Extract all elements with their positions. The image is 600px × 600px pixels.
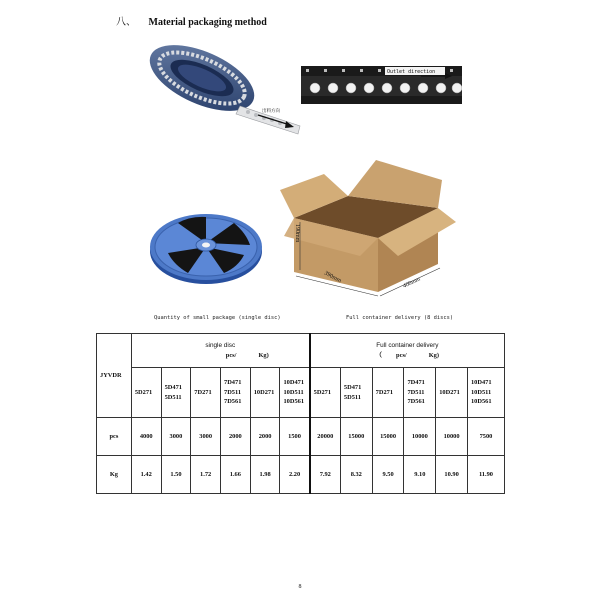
model-cell [404,368,436,418]
model-cell [340,368,372,418]
unit-open: （ [375,351,383,359]
group-single-disc [131,334,309,368]
model-name: 10D511 [470,388,492,396]
value-cell: 10000 [436,418,468,456]
reel-arrow-label: 出料方向 [262,109,280,114]
value-cell: 3000 [161,418,191,456]
model-name: 5D271 [134,388,153,396]
value-cell: 20000 [310,418,341,456]
model-cell [310,368,341,418]
model-name: 10D471 [283,378,305,386]
model-name: 5D471 [343,383,362,391]
unit-kg: Kg) [258,351,269,359]
group-full-container [310,334,505,368]
value-cell: 9.50 [372,456,404,494]
value-cell: 2000 [221,418,251,456]
value-cell: 7500 [467,418,504,456]
model-cell [436,368,468,418]
table-row-kg [97,456,505,494]
table-row-pcs [97,418,505,456]
value-cell: 1.66 [221,456,251,494]
carrier-tape-photo [301,66,462,104]
packaging-table [96,333,505,494]
value-cell: 3000 [191,418,221,456]
model-cell [372,368,404,418]
value-cell: 1.72 [191,456,221,494]
value-cell: 2000 [250,418,280,456]
value-cell: 1.98 [250,456,280,494]
value-cell: 9.10 [404,456,436,494]
group-title: single disc [205,341,236,349]
model-name: 5D471 [164,383,182,391]
cardboard-box-photo [280,152,462,298]
model-name: 10D561 [283,398,305,406]
model-name: 7D511 [407,388,425,396]
value-cell: 10.90 [436,456,468,494]
unit-pcs: pcs/ [396,351,407,359]
value-cell: 10000 [404,418,436,456]
model-cell [191,368,221,418]
value-cell: 1.50 [161,456,191,494]
model-name: 10D271 [439,388,460,396]
model-cell [221,368,251,418]
model-cell [161,368,191,418]
group-unit [132,351,309,361]
model-name: 7D471 [407,378,425,386]
model-name: 10D561 [470,398,492,406]
model-cell [280,368,310,418]
value-cell: 15000 [372,418,404,456]
group-title: Full container delivery [376,341,439,349]
value-cell: 8.32 [340,456,372,494]
value-cell: 4000 [131,418,161,456]
page-number: 8 [298,584,302,590]
value-cell: 11.90 [467,456,504,494]
model-name: 5D511 [343,393,361,401]
caption-small-package: Quantity of small package (single disc) [154,315,281,321]
model-cell [467,368,504,418]
model-name: 10D471 [470,378,492,386]
value-cell: 2.20 [280,456,310,494]
box-width-label: 400mm [402,276,422,290]
model-name: 5D271 [313,388,332,396]
model-name: 5D511 [164,393,182,401]
value-cell: 7.92 [310,456,341,494]
section-heading [116,13,267,28]
model-cell [131,368,161,418]
value-cell: 15000 [340,418,372,456]
model-name: 10D511 [283,388,304,396]
model-name: 7D471 [224,378,242,386]
group-unit [311,351,504,361]
model-name: 7D561 [407,398,425,406]
model-name: 10D271 [253,388,275,396]
unit-pcs: pcs/ [225,351,237,359]
row-label: Kg [97,456,132,494]
section-title: Material packaging method [148,17,267,28]
model-name: 7D271 [375,388,394,396]
blue-reel-photo [146,207,266,289]
model-name: 7D561 [224,398,242,406]
outlet-direction-label: Outlet direction [387,69,436,76]
value-cell: 1500 [280,418,310,456]
model-name: 7D271 [194,388,212,396]
row-label: pcs [97,418,132,456]
section-number: 八、 [116,17,136,28]
row-header-jyvdr: JYVDR [97,334,132,418]
caption-full-container: Full container delivery (8 discs) [346,315,454,321]
model-cell [250,368,280,418]
tape-reel-photo [140,38,302,138]
model-name: 7D511 [224,388,242,396]
value-cell: 1.42 [131,456,161,494]
unit-kg: Kg) [428,351,439,359]
box-height-label: 190mm [294,224,300,243]
box-depth-label: 390mm [323,270,343,285]
